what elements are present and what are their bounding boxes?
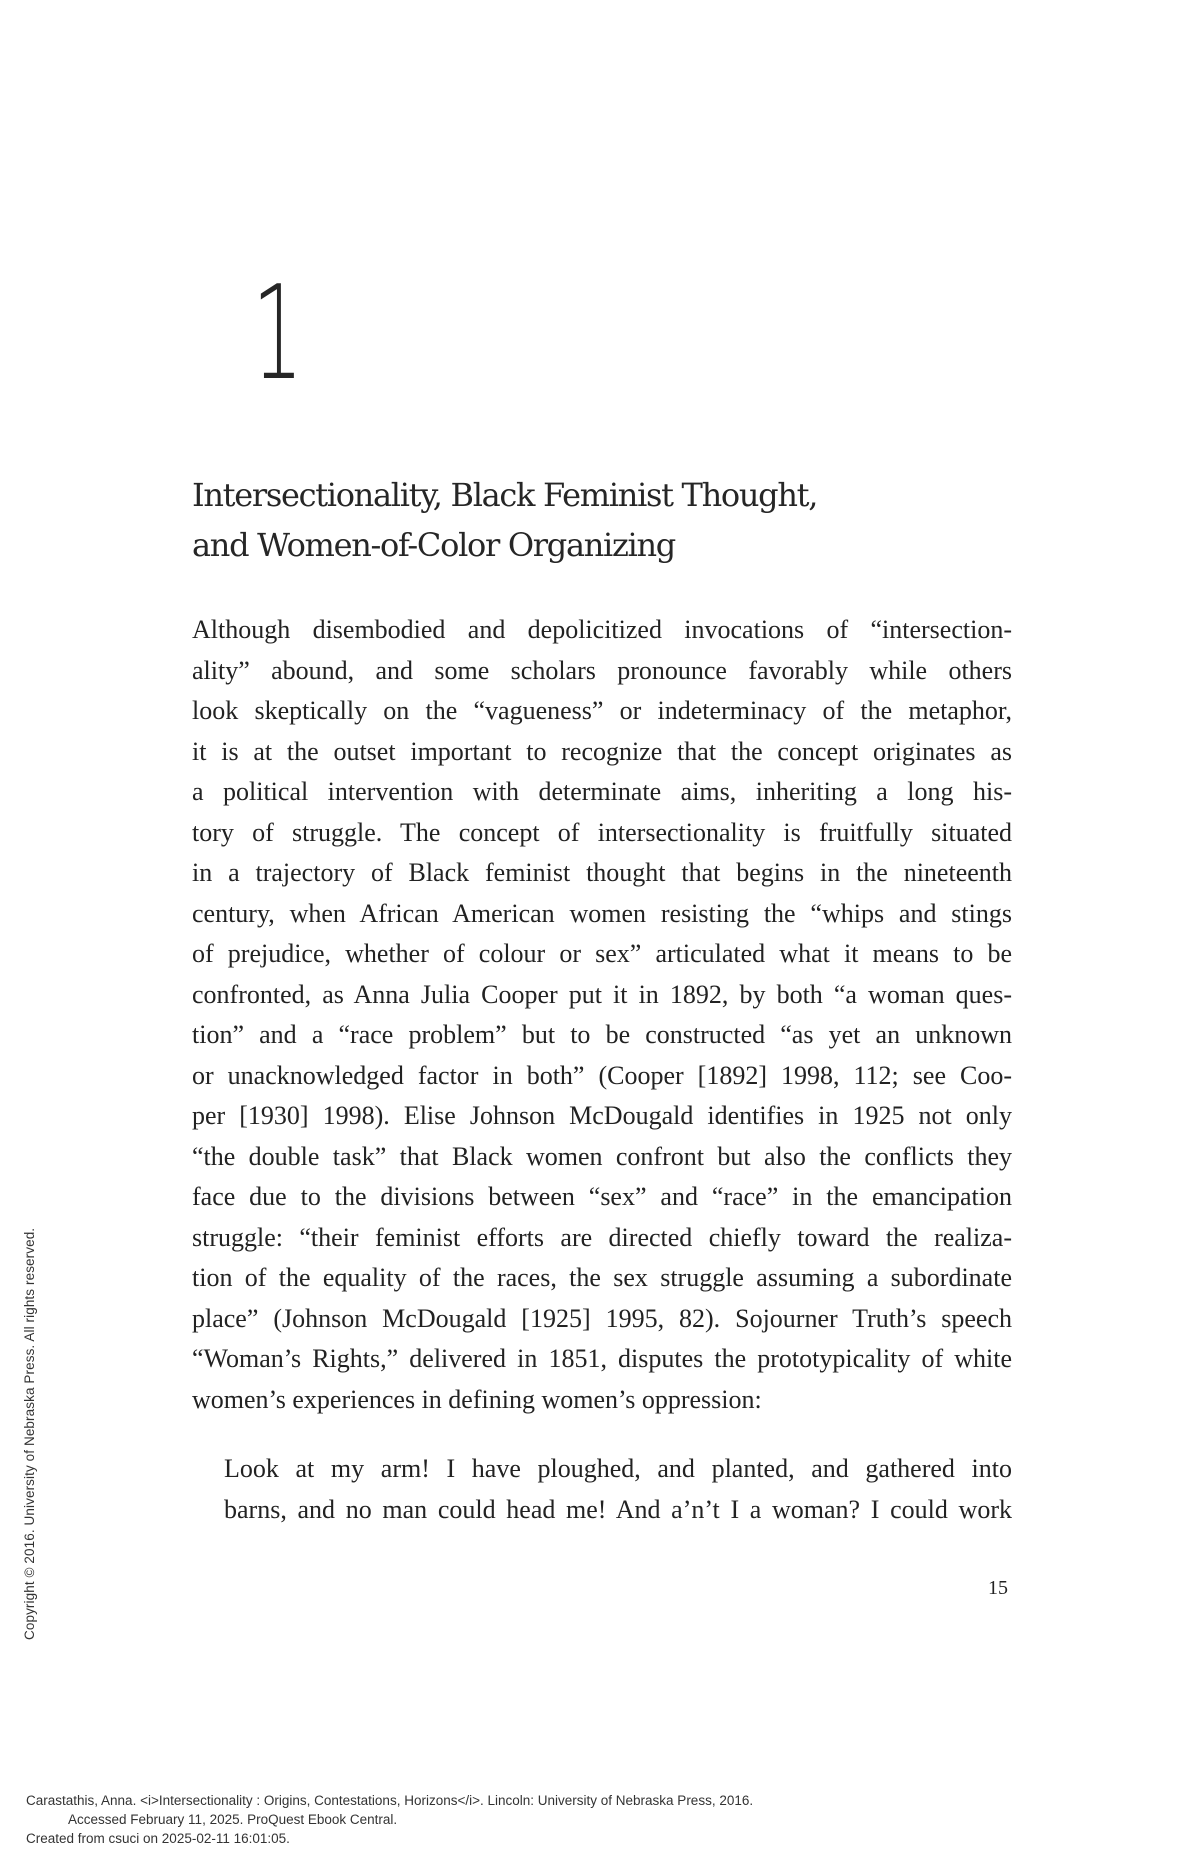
quote-line: Look at my arm! I have ploughed, and planted, and gathered into — [224, 1454, 1012, 1483]
paragraph-line: face due to the divisions between “sex” and “race” in the emancipation — [192, 1182, 1012, 1211]
paragraph-line: a political intervention with determinate aims, inheriting a long his- — [192, 777, 1012, 806]
copyright-notice: Copyright © 2016. University of Nebraska Press. All rights reserved. — [22, 1227, 37, 1640]
paragraph-line: place” (Johnson McDougald [1925] 1995, 82). Sojourner Truth’s speech — [192, 1303, 1012, 1333]
paragraph-line: it is at the outset important to recognize that the concept originates as — [192, 736, 1012, 766]
paragraph-line: Although disembodied and depolicitized invocations of “intersection- — [192, 615, 1012, 644]
chapter-title-line: Intersectionality, Black Feminist Thought, — [192, 476, 818, 514]
block-quote — [224, 1449, 1012, 1530]
body-paragraph — [192, 610, 1012, 1420]
citation-line: Created from csuci on 2025-02-11 16:01:05. — [26, 1831, 290, 1846]
paragraph-line: tion of the equality of the races, the sex struggle assuming a subordinate — [192, 1263, 1012, 1292]
paragraph-line: in a trajectory of Black feminist thought that begins in the nineteenth — [192, 858, 1012, 887]
quote-line: barns, and no man could head me! And a’n’t I a woman? I could work — [224, 1494, 1012, 1524]
paragraph-line: look skeptically on the “vagueness” or indeterminacy of the metaphor, — [192, 696, 1012, 725]
paragraph-line: struggle: “their feminist efforts are directed chiefly toward the realiza- — [192, 1222, 1012, 1252]
paragraph-line: women’s experiences in defining women’s oppression: — [192, 1384, 762, 1414]
paragraph-line: century, when African American women resisting the “whips and stings — [192, 898, 1012, 928]
paragraph-line: “the double task” that Black women confront but also the conflicts they — [192, 1141, 1012, 1171]
citation-footer — [26, 1791, 1176, 1848]
paragraph-line: “Woman’s Rights,” delivered in 1851, disputes the prototypicality of white — [192, 1344, 1012, 1373]
chapter-title-line: and Women-of-Color Organizing — [192, 526, 675, 564]
chapter-title — [192, 470, 1072, 570]
page-number: 15 — [988, 1577, 1008, 1599]
paragraph-line: per [1930] 1998). Elise Johnson McDougald identifies in 1925 not only — [192, 1101, 1012, 1130]
paragraph-line: confronted, as Anna Julia Cooper put it in 1892, by both “a woman ques- — [192, 979, 1012, 1009]
paragraph-line: or unacknowledged factor in both” (Cooper [1892] 1998, 112; see Coo- — [192, 1060, 1012, 1090]
paragraph-line: of prejudice, whether of colour or sex” articulated what it means to be — [192, 939, 1012, 968]
paragraph-line: tory of struggle. The concept of intersectionality is fruitfully situated — [192, 817, 1012, 847]
citation-line: Carastathis, Anna. <i>Intersectionality : Origins, Contestations, Horizons</i>. Lincoln: University of Nebraska Press, 2016. — [26, 1793, 754, 1808]
citation-line: Accessed February 11, 2025. ProQuest Ebook Central. — [68, 1812, 398, 1827]
paragraph-line: ality” abound, and some scholars pronounce favorably while others — [192, 655, 1012, 685]
chapter-number: 1 — [252, 257, 304, 409]
paragraph-line: tion” and a “race problem” but to be constructed “as yet an unknown — [192, 1020, 1012, 1049]
